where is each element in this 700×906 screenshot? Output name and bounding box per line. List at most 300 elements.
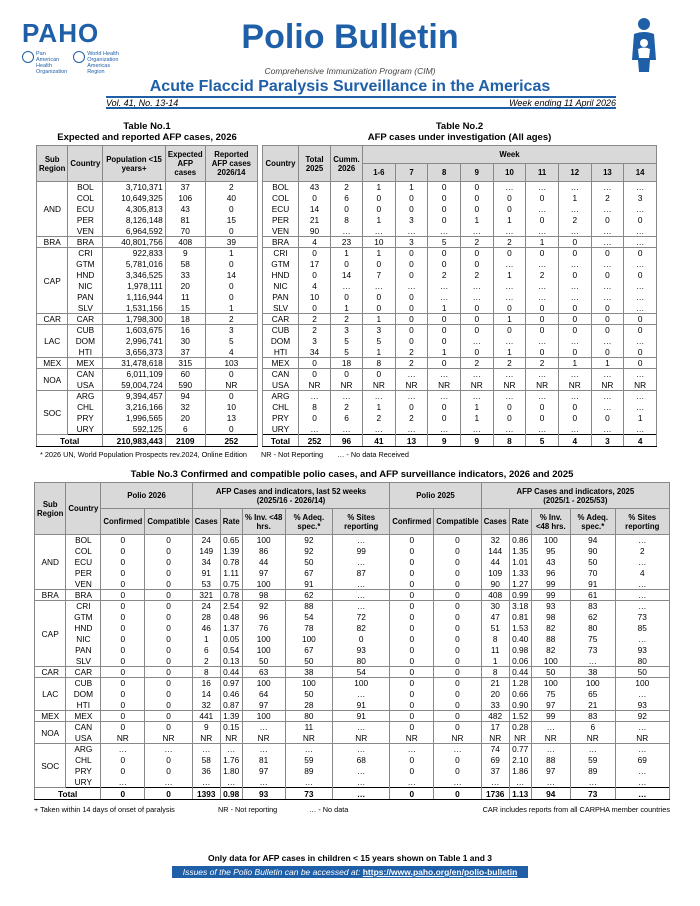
table-cell: 0.06 bbox=[509, 656, 531, 667]
table-row bbox=[37, 270, 258, 281]
subregion-cell: SOC bbox=[37, 391, 68, 435]
table-row bbox=[263, 402, 657, 413]
table-cell: … bbox=[591, 424, 624, 435]
table-cell: 100 bbox=[242, 579, 285, 590]
table-cell: NR bbox=[624, 380, 657, 391]
table-cell: 87 bbox=[333, 568, 390, 579]
table-cell: 80 bbox=[333, 656, 390, 667]
table-cell: 1 bbox=[493, 270, 526, 281]
table-cell: 85 bbox=[615, 623, 669, 634]
table-cell: 99 bbox=[333, 546, 390, 557]
table-cell: SLV bbox=[68, 303, 103, 314]
table-cell: 100 bbox=[531, 678, 570, 689]
table-cell: … bbox=[333, 601, 390, 612]
table-cell: … bbox=[493, 182, 526, 193]
table-cell: 70 bbox=[165, 226, 205, 237]
table-cell: 60 bbox=[165, 369, 205, 380]
table-cell: CUB bbox=[66, 678, 101, 689]
table-cell: 2 bbox=[299, 314, 331, 325]
subregion-cell: BRA bbox=[37, 237, 68, 248]
table-cell: 0 bbox=[101, 612, 145, 623]
paho-org-name: Pan American Health Organization bbox=[36, 51, 68, 75]
table-cell: … bbox=[192, 777, 220, 788]
t3-header-afp2025 bbox=[481, 483, 669, 509]
table-cell: 4 bbox=[299, 281, 331, 292]
table-cell: … bbox=[624, 303, 657, 314]
table-row bbox=[37, 413, 258, 424]
table-cell: 1.39 bbox=[220, 546, 242, 557]
table-cell: 21 bbox=[570, 700, 615, 711]
table-cell: 0 bbox=[101, 590, 145, 601]
total-cell: 1736 bbox=[481, 788, 509, 800]
table-row bbox=[37, 402, 258, 413]
table-cell: 0 bbox=[390, 645, 434, 656]
table-cell: NR bbox=[526, 380, 559, 391]
table-row bbox=[263, 391, 657, 402]
week-header: 7 bbox=[395, 164, 428, 182]
table-cell: 0 bbox=[145, 546, 192, 557]
week-header: 10 bbox=[493, 164, 526, 182]
table-cell: NR bbox=[493, 380, 526, 391]
table-cell: 69 bbox=[615, 755, 669, 766]
table-cell: 6 bbox=[570, 722, 615, 733]
table-cell: CAN bbox=[68, 369, 103, 380]
table-cell: 82 bbox=[531, 623, 570, 634]
table-cell: 70 bbox=[570, 568, 615, 579]
table-cell: 8 bbox=[363, 358, 396, 369]
table-cell: … bbox=[509, 777, 531, 788]
table-cell: 1 bbox=[205, 248, 257, 259]
table-cell: 0.48 bbox=[220, 612, 242, 623]
table-row bbox=[37, 215, 258, 226]
table-cell: VEN bbox=[68, 226, 103, 237]
table-cell: … bbox=[570, 656, 615, 667]
table-cell: 0 bbox=[428, 259, 461, 270]
table-cell: 2.10 bbox=[509, 755, 531, 766]
table-cell: NR bbox=[481, 733, 509, 744]
table-cell: 0 bbox=[624, 314, 657, 325]
table-cell: 1 bbox=[460, 215, 493, 226]
table-cell: 1,798,300 bbox=[103, 314, 165, 325]
table-row bbox=[263, 215, 657, 226]
subheader: % Inv. <48 hrs. bbox=[531, 509, 570, 535]
table-cell: 0 bbox=[434, 689, 481, 700]
table-cell: … bbox=[558, 226, 591, 237]
table-cell: CRI bbox=[263, 248, 299, 259]
table-row bbox=[35, 546, 670, 557]
table-cell: 6,964,592 bbox=[103, 226, 165, 237]
table-cell: PER bbox=[68, 215, 103, 226]
total-cell: 210,983,443 bbox=[103, 435, 165, 447]
table-cell: … bbox=[624, 226, 657, 237]
table-cell: 100 bbox=[242, 634, 285, 645]
subheader: Confirmed bbox=[101, 509, 145, 535]
table-cell: 1 bbox=[493, 314, 526, 325]
t3-header-polio2026: Polio 2026 bbox=[101, 483, 192, 509]
table-cell: 1,996,565 bbox=[103, 413, 165, 424]
table-cell: 0 bbox=[460, 303, 493, 314]
table-cell: 0 bbox=[205, 424, 257, 435]
total-cell: 0.98 bbox=[220, 788, 242, 800]
table-cell: … bbox=[558, 259, 591, 270]
table-cell: … bbox=[493, 391, 526, 402]
table-cell: … bbox=[615, 590, 669, 601]
table-cell: 50 bbox=[570, 557, 615, 568]
table-cell: 83 bbox=[570, 601, 615, 612]
table-cell: 0 bbox=[526, 215, 559, 226]
table-cell: 1 bbox=[558, 193, 591, 204]
table-row bbox=[263, 314, 657, 325]
table2-under-investigation bbox=[262, 145, 657, 447]
table-cell: 82 bbox=[333, 623, 390, 634]
table-cell: 592,125 bbox=[103, 424, 165, 435]
t1-header: Population <15 years+ bbox=[103, 146, 165, 182]
table-cell: 100 bbox=[333, 678, 390, 689]
table-row bbox=[35, 656, 670, 667]
table-cell: 0 bbox=[205, 292, 257, 303]
table-cell: … bbox=[242, 777, 285, 788]
table-cell: … bbox=[615, 634, 669, 645]
table-cell: … bbox=[624, 402, 657, 413]
table-cell: 0 bbox=[205, 226, 257, 237]
table-cell: … bbox=[615, 777, 669, 788]
table-cell: 0 bbox=[205, 369, 257, 380]
table-cell: 50 bbox=[285, 689, 333, 700]
table-row bbox=[35, 535, 670, 546]
table-cell: … bbox=[558, 204, 591, 215]
table-row bbox=[35, 579, 670, 590]
table-cell: CAR bbox=[66, 667, 101, 678]
table-cell: 74 bbox=[481, 744, 509, 755]
table-cell: 5 bbox=[331, 347, 363, 358]
table-cell: … bbox=[558, 281, 591, 292]
table-cell: 50 bbox=[285, 557, 333, 568]
subregion-cell: SOC bbox=[35, 744, 66, 788]
bulletin-link[interactable]: https://www.paho.org/en/polio-bulletin bbox=[362, 867, 518, 877]
table-cell: 97 bbox=[242, 700, 285, 711]
table-row bbox=[37, 259, 258, 270]
program-name: Comprehensive Immunization Program (CIM) bbox=[264, 66, 436, 76]
table-cell: NR bbox=[285, 733, 333, 744]
table-cell: 0 bbox=[493, 303, 526, 314]
table-cell: 54 bbox=[333, 667, 390, 678]
week-header: 1-6 bbox=[363, 164, 396, 182]
table-row bbox=[263, 292, 657, 303]
total-cell: 1393 bbox=[192, 788, 220, 800]
table-cell: 2 bbox=[395, 347, 428, 358]
table-cell: 20 bbox=[481, 689, 509, 700]
table-row bbox=[35, 634, 670, 645]
table-cell: 0 bbox=[145, 755, 192, 766]
table-cell: 8 bbox=[192, 667, 220, 678]
table-cell: NR bbox=[428, 380, 461, 391]
table-cell: 28 bbox=[192, 612, 220, 623]
table-cell: 0 bbox=[145, 656, 192, 667]
subheader: % Sites reporting bbox=[615, 509, 669, 535]
total-cell: … bbox=[333, 788, 390, 800]
table-cell: 0 bbox=[558, 347, 591, 358]
table-cell: 0 bbox=[395, 303, 428, 314]
table-cell: 0 bbox=[101, 656, 145, 667]
week-ending: Week ending 11 April 2026 bbox=[509, 98, 616, 108]
table-cell: CUB bbox=[68, 325, 103, 336]
table-cell: 2 bbox=[205, 314, 257, 325]
table-cell: 0 bbox=[101, 546, 145, 557]
table-cell: … bbox=[428, 226, 461, 237]
table-cell: 4 bbox=[205, 347, 257, 358]
table-cell: 3,656,373 bbox=[103, 347, 165, 358]
table-cell: 0 bbox=[395, 259, 428, 270]
table-cell: 0 bbox=[434, 557, 481, 568]
table-cell: 0 bbox=[591, 303, 624, 314]
table-cell: 82 bbox=[531, 645, 570, 656]
table-cell: 98 bbox=[242, 590, 285, 601]
table-cell: 0.65 bbox=[220, 535, 242, 546]
table-cell: 1.80 bbox=[220, 766, 242, 777]
table-cell: ECU bbox=[263, 204, 299, 215]
table-cell: 3 bbox=[395, 215, 428, 226]
table-cell: 0 bbox=[331, 369, 363, 380]
table-cell: 97 bbox=[242, 568, 285, 579]
table-cell: … bbox=[558, 391, 591, 402]
table-cell: 38 bbox=[570, 667, 615, 678]
table-cell: 149 bbox=[192, 546, 220, 557]
note-no-data: … - No data Received bbox=[337, 450, 409, 459]
table-cell: 0 bbox=[493, 204, 526, 215]
table-row bbox=[37, 237, 258, 248]
table-cell: 0.46 bbox=[220, 689, 242, 700]
table-cell: 0 bbox=[395, 193, 428, 204]
table-cell: … bbox=[624, 391, 657, 402]
table-cell: … bbox=[434, 744, 481, 755]
table-cell: PER bbox=[66, 568, 101, 579]
subheader: Rate bbox=[509, 509, 531, 535]
table-cell: 2 bbox=[460, 237, 493, 248]
table-cell: 99 bbox=[531, 711, 570, 722]
table-cell: … bbox=[493, 336, 526, 347]
table-cell: 1 bbox=[460, 402, 493, 413]
table-cell: … bbox=[615, 689, 669, 700]
table-cell: 0 bbox=[526, 325, 559, 336]
total-cell: Total bbox=[263, 435, 299, 447]
table-cell: 18 bbox=[331, 358, 363, 369]
table-cell: 0 bbox=[624, 270, 657, 281]
table-cell: 106 bbox=[165, 193, 205, 204]
table-cell: 2 bbox=[205, 182, 257, 193]
table-cell: 50 bbox=[242, 656, 285, 667]
table-cell: … bbox=[591, 369, 624, 380]
table-cell: 90 bbox=[481, 579, 509, 590]
table-cell: 0 bbox=[434, 678, 481, 689]
table-cell: 0 bbox=[101, 535, 145, 546]
table-cell: 0 bbox=[363, 193, 396, 204]
table-cell: 62 bbox=[285, 590, 333, 601]
subheader: % Adeq. spec.* bbox=[285, 509, 333, 535]
table-cell: 0 bbox=[145, 689, 192, 700]
table-cell: 321 bbox=[192, 590, 220, 601]
table-row bbox=[37, 391, 258, 402]
table-cell: … bbox=[624, 182, 657, 193]
table-cell: 73 bbox=[570, 645, 615, 656]
table-cell: 0 bbox=[460, 314, 493, 325]
table-cell: ARG bbox=[263, 391, 299, 402]
table-cell: 1 bbox=[363, 248, 396, 259]
table-cell: … bbox=[333, 689, 390, 700]
table-cell: 103 bbox=[205, 358, 257, 369]
table-cell: 1.52 bbox=[509, 711, 531, 722]
table-cell: 1 bbox=[493, 347, 526, 358]
table-cell: 20 bbox=[165, 281, 205, 292]
table-cell: 0 bbox=[205, 391, 257, 402]
table-row bbox=[263, 358, 657, 369]
table-cell: 50 bbox=[531, 667, 570, 678]
total-row bbox=[37, 435, 258, 447]
subregion-cell: CAP bbox=[35, 601, 66, 667]
table-cell: 1 bbox=[363, 314, 396, 325]
table-cell: 0 bbox=[428, 204, 461, 215]
table-cell: 0 bbox=[299, 193, 331, 204]
table-row bbox=[263, 347, 657, 358]
table-cell: 482 bbox=[481, 711, 509, 722]
table-cell: 1.53 bbox=[509, 623, 531, 634]
table-cell: PAN bbox=[263, 292, 299, 303]
t1-header: Expected AFP cases bbox=[165, 146, 205, 182]
table-cell: 47 bbox=[481, 612, 509, 623]
table-cell: … bbox=[395, 281, 428, 292]
table-row bbox=[263, 204, 657, 215]
table-cell: 2 bbox=[299, 325, 331, 336]
table-cell: 0 bbox=[145, 678, 192, 689]
table-cell: NR bbox=[145, 733, 192, 744]
table-cell: 0.87 bbox=[220, 700, 242, 711]
total-cell: 13 bbox=[395, 435, 428, 447]
table-cell: … bbox=[333, 744, 390, 755]
table-cell: … bbox=[428, 292, 461, 303]
table1-2-notes bbox=[40, 450, 421, 459]
table-cell: 67 bbox=[285, 568, 333, 579]
table-cell: 0 bbox=[460, 248, 493, 259]
table-cell: 0 bbox=[460, 204, 493, 215]
subregion-cell: LAC bbox=[37, 325, 68, 358]
table-cell: 0.44 bbox=[220, 667, 242, 678]
week-header: 8 bbox=[428, 164, 461, 182]
mother-child-icon bbox=[624, 16, 664, 74]
t3-header-subregion: Sub Region bbox=[35, 483, 66, 535]
table-cell: 0 bbox=[395, 314, 428, 325]
table-cell: … bbox=[558, 424, 591, 435]
table-cell: BOL bbox=[68, 182, 103, 193]
table-cell: 0 bbox=[390, 700, 434, 711]
table-cell: NR bbox=[205, 380, 257, 391]
table-cell: 100 bbox=[615, 678, 669, 689]
table-cell: HND bbox=[68, 270, 103, 281]
table-cell: ECU bbox=[66, 557, 101, 568]
table-cell: PAN bbox=[68, 292, 103, 303]
t2-header: Total 2025 bbox=[299, 146, 331, 182]
table-cell: 0 bbox=[434, 568, 481, 579]
table-cell: 0 bbox=[390, 755, 434, 766]
t3-header-afp2026-l2: (2025/16 - 2026/14) bbox=[256, 495, 326, 505]
table-cell: 30 bbox=[165, 336, 205, 347]
table-cell: NR bbox=[220, 733, 242, 744]
table-cell: URY bbox=[68, 424, 103, 435]
table-cell: 100 bbox=[242, 645, 285, 656]
table-cell: … bbox=[591, 402, 624, 413]
table-cell: 16 bbox=[165, 325, 205, 336]
table-cell: 64 bbox=[242, 689, 285, 700]
table-cell: 0 bbox=[434, 700, 481, 711]
table-cell: 0 bbox=[363, 259, 396, 270]
table-cell: … bbox=[145, 777, 192, 788]
table-cell: 2 bbox=[331, 314, 363, 325]
table-cell: … bbox=[331, 281, 363, 292]
table-cell: MEX bbox=[66, 711, 101, 722]
table2-caption bbox=[262, 121, 657, 143]
table-cell: 0 bbox=[299, 358, 331, 369]
table-cell: HND bbox=[66, 623, 101, 634]
table-cell: 0 bbox=[558, 270, 591, 281]
table-cell: 0 bbox=[145, 579, 192, 590]
table-cell: NR bbox=[390, 733, 434, 744]
table-cell: 0 bbox=[390, 546, 434, 557]
table-row bbox=[37, 248, 258, 259]
table-cell: 100 bbox=[242, 678, 285, 689]
table-cell: 78 bbox=[285, 623, 333, 634]
table-cell: PAN bbox=[66, 645, 101, 656]
table-cell: 1.39 bbox=[220, 711, 242, 722]
table-cell: 0.99 bbox=[509, 590, 531, 601]
table-cell: 0 bbox=[299, 369, 331, 380]
table-row bbox=[37, 369, 258, 380]
table-cell: 1 bbox=[481, 656, 509, 667]
week-header: 14 bbox=[624, 164, 657, 182]
table-cell: … bbox=[531, 777, 570, 788]
table-cell: URY bbox=[263, 424, 299, 435]
table-cell: 1,531,156 bbox=[103, 303, 165, 314]
table-cell: 8 bbox=[481, 667, 509, 678]
paho-logo-text: PAHO bbox=[22, 18, 100, 48]
table-cell: … bbox=[558, 182, 591, 193]
table-cell: 88 bbox=[531, 634, 570, 645]
table-cell: 32 bbox=[165, 402, 205, 413]
table-cell: 0 bbox=[434, 722, 481, 733]
table-cell: … bbox=[395, 391, 428, 402]
table-cell: 39 bbox=[205, 237, 257, 248]
table-cell: 59 bbox=[570, 755, 615, 766]
table-cell: 2 bbox=[395, 358, 428, 369]
table-cell: CAN bbox=[263, 369, 299, 380]
table-cell: … bbox=[363, 281, 396, 292]
table-cell: 63 bbox=[242, 667, 285, 678]
table-cell: 91 bbox=[570, 579, 615, 590]
table-cell: CHL bbox=[68, 402, 103, 413]
table-row bbox=[35, 645, 670, 656]
table-cell: … bbox=[624, 292, 657, 303]
table-cell: 6 bbox=[331, 193, 363, 204]
table-cell: 0 bbox=[558, 303, 591, 314]
table-cell: MEX bbox=[68, 358, 103, 369]
table-cell: 99 bbox=[531, 579, 570, 590]
table-cell: 3.18 bbox=[509, 601, 531, 612]
table-cell: 0 bbox=[390, 557, 434, 568]
t3-header-polio2025: Polio 2025 bbox=[390, 483, 481, 509]
table-cell: NR bbox=[531, 733, 570, 744]
table-cell: VEN bbox=[263, 226, 299, 237]
table-cell: … bbox=[526, 226, 559, 237]
table-row bbox=[35, 689, 670, 700]
table-cell: GTM bbox=[263, 259, 299, 270]
t1-header: Country bbox=[68, 146, 103, 182]
